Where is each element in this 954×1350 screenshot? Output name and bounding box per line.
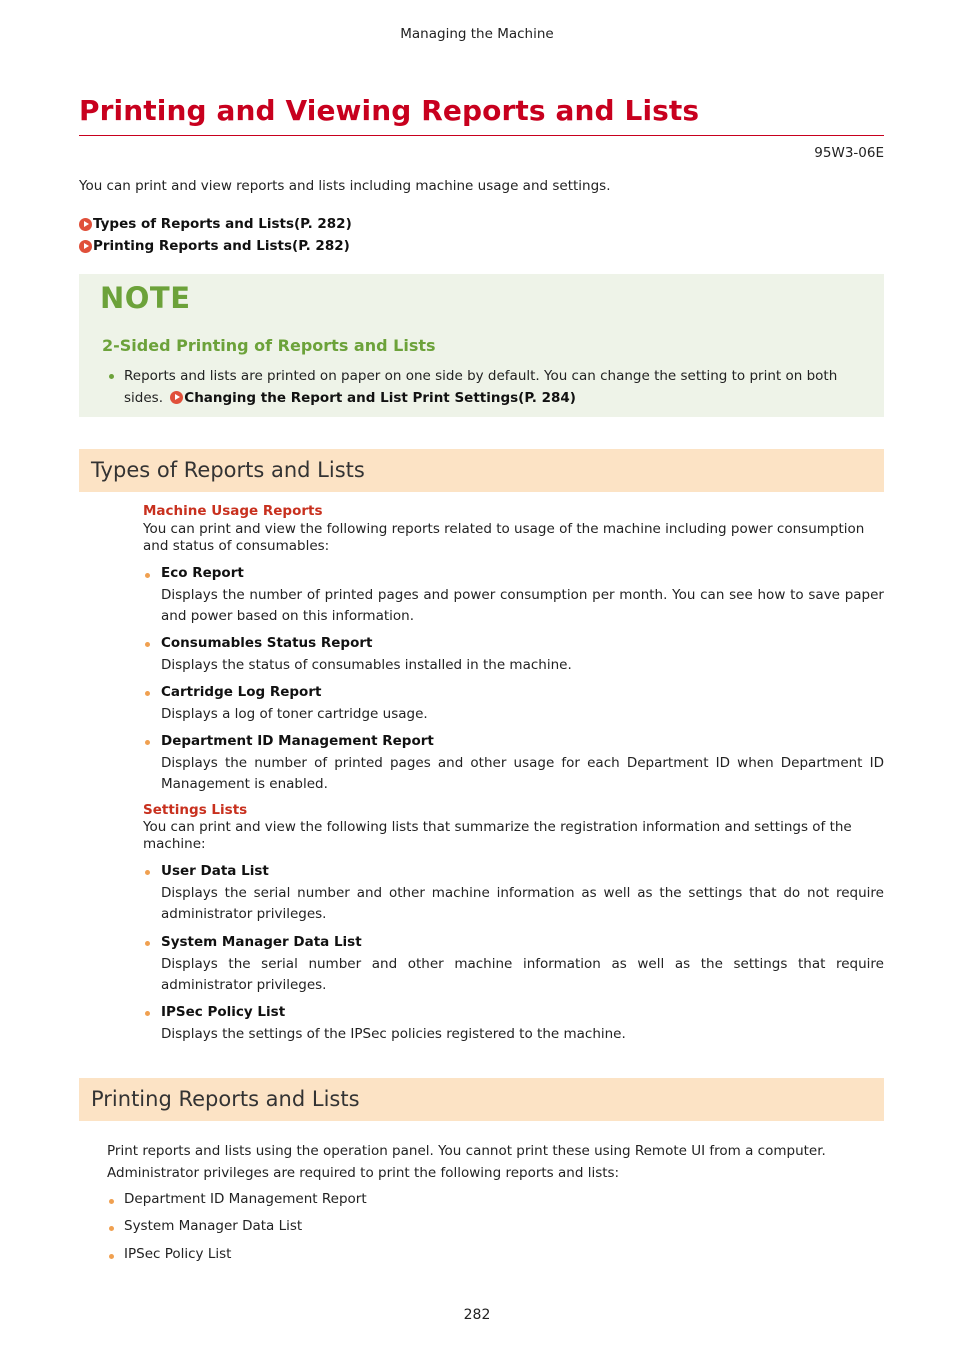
section-title-types: Types of Reports and Lists [91, 458, 365, 482]
item-name: Consumables Status Report [161, 635, 373, 651]
list-item [161, 633, 884, 676]
link-label: Types of Reports and Lists(P. 282) [93, 216, 352, 232]
list-item [161, 1002, 884, 1045]
list-item: System Manager Data List [124, 1218, 303, 1234]
item-name: Department ID Management Report [161, 733, 434, 749]
list-item [161, 932, 884, 997]
note-label: NOTE [100, 281, 191, 315]
page-number: 282 [463, 1307, 491, 1323]
item-name: Eco Report [161, 565, 244, 581]
item-desc: Displays the serial number and other machine information as well as the settings that require administrator privileges. [161, 955, 884, 993]
subsection-heading: Settings Lists [143, 802, 248, 818]
bullet-icon [109, 1226, 114, 1231]
subsection-desc: You can print and view the following lists that summarize the registration information and settings of the machine: [143, 819, 852, 852]
document-code: 95W3-06E [814, 145, 884, 161]
subsection-heading: Machine Usage Reports [143, 503, 323, 519]
subsection-desc: You can print and view the following reports related to usage of the machine including power consumption and status of consumables: [143, 521, 865, 554]
item-name: System Manager Data List [161, 934, 362, 950]
item-desc: Displays the number of printed pages and power consumption per month. You can see how to save paper and power based on this information. [161, 586, 884, 624]
running-header: Managing the Machine [400, 26, 554, 42]
printing-line: Administrator privileges are required to print the following reports and lists: [107, 1164, 620, 1181]
item-name: IPSec Policy List [161, 1004, 286, 1020]
title-divider [79, 135, 884, 136]
note-text [124, 365, 864, 409]
list-item [161, 861, 884, 926]
link-types-of-reports[interactable] [79, 216, 352, 232]
bullet-icon [109, 1199, 114, 1204]
printing-desc [107, 1141, 867, 1184]
printing-line: Print reports and lists using the operation panel. You cannot print these using Remote UI from a computer. [107, 1143, 826, 1159]
bullet-icon [145, 1011, 150, 1016]
note-subtitle: 2-Sided Printing of Reports and Lists [102, 336, 436, 355]
page-title: Printing and Viewing Reports and Lists [79, 94, 700, 127]
bullet-icon [109, 374, 114, 379]
arrow-circle-icon [79, 240, 92, 253]
bullet-icon [145, 691, 150, 696]
link-print-settings[interactable] [167, 390, 576, 406]
item-desc: Displays the status of consumables installed in the machine. [161, 656, 572, 673]
note-body: Reports and lists are printed on paper on one side by default. You can change the setting to print on both sides. [124, 368, 838, 406]
bullet-icon [145, 740, 150, 745]
arrow-circle-icon [170, 391, 183, 404]
link-label: Printing Reports and Lists(P. 282) [93, 238, 350, 254]
list-item: IPSec Policy List [124, 1246, 232, 1262]
list-item: Department ID Management Report [124, 1191, 367, 1207]
bullet-icon [145, 642, 150, 647]
intro-text: You can print and view reports and lists including machine usage and settings. [79, 178, 611, 194]
item-desc: Displays a log of toner cartridge usage. [161, 705, 428, 722]
item-desc: Displays the settings of the IPSec policies registered to the machine. [161, 1025, 626, 1042]
bullet-icon [109, 1254, 114, 1259]
link-printing-reports[interactable] [79, 238, 350, 254]
bullet-icon [145, 870, 150, 875]
item-name: Cartridge Log Report [161, 684, 322, 700]
list-item [161, 563, 884, 628]
list-item [161, 682, 884, 725]
link-label: Changing the Report and List Print Settings(P. 284) [184, 390, 576, 406]
bullet-icon [145, 573, 150, 578]
list-item [161, 731, 884, 796]
arrow-circle-icon [79, 218, 92, 231]
section-title-printing: Printing Reports and Lists [91, 1087, 360, 1111]
item-name: User Data List [161, 863, 269, 879]
item-desc: Displays the number of printed pages and other usage for each Department ID when Department ID Management is enabled. [161, 754, 884, 792]
item-desc: Displays the serial number and other machine information as well as the settings that do not require administrator privileges. [161, 884, 884, 922]
bullet-icon [145, 941, 150, 946]
